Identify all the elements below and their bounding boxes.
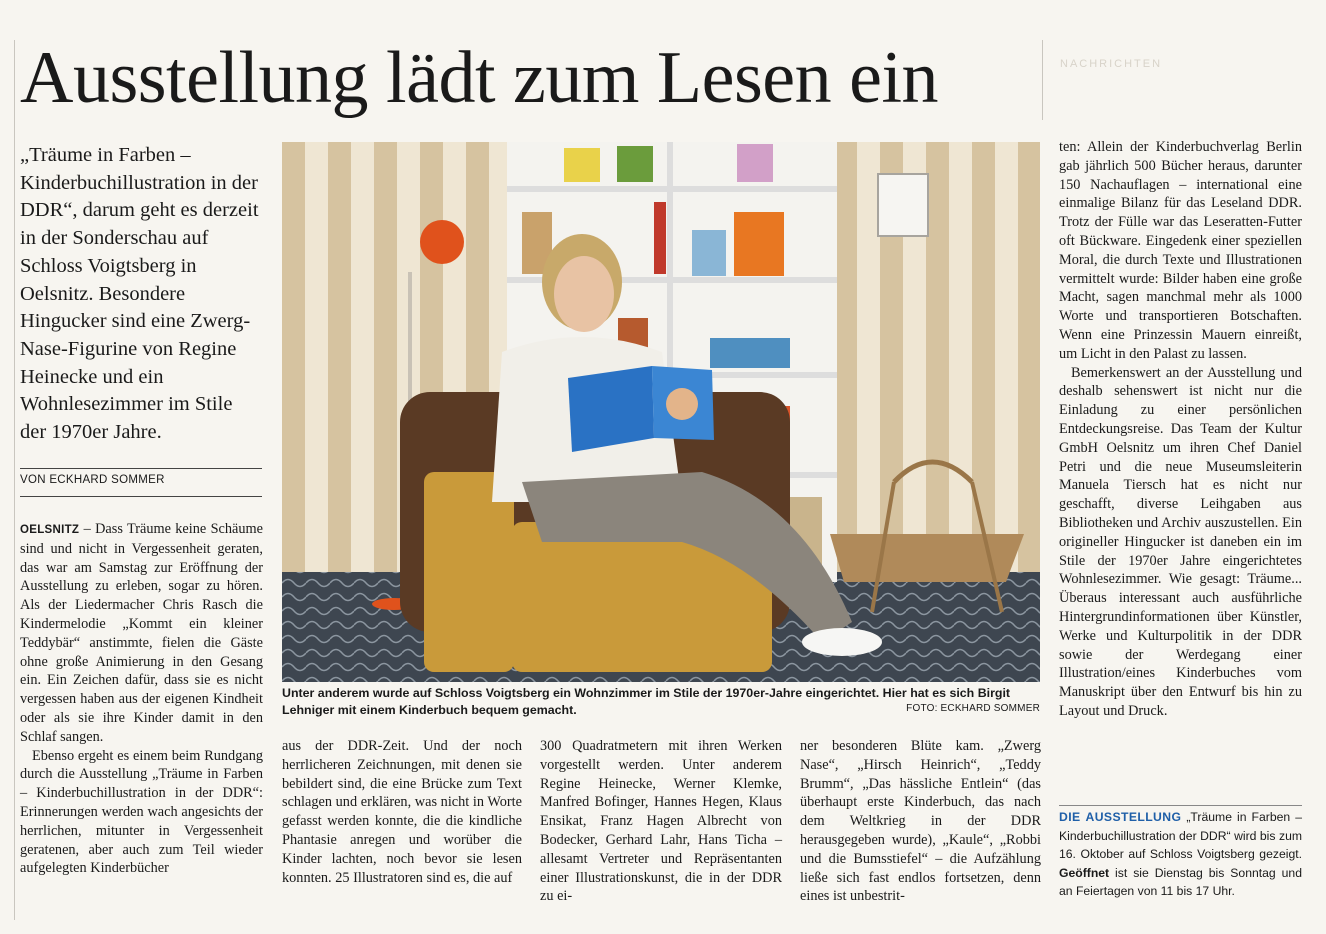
body-column-3: [540, 737, 782, 906]
paragraph: ner besonderen Blüte kam. „Zwerg Nase“, „Hirsch Heinrich“, „Teddy Brumm“, „Das hässliche Entlein“ (das überhaupt erste Kinderbuch, das nach dem Weltkrieg in der DDR herausgegeben wurde), „Kaule“, „Robbi und die Bumsstiefel“ – die Aufzählung ließe sich fast endlos fortsetzen, denn eines ist unbestrit-: [800, 738, 1041, 905]
paragraph: [20, 520, 263, 747]
paragraph: Ebenso ergeht es einem beim Rundgang durch die Ausstellung „Träume in Farben – Kinderbuchillustration in der DDR“: Erinnerungen werden wach angesichts der herrlichen, mitunter in Vergessenheit geratenen, aber auch zum Teil wieder aufgelegten Kinderbücher: [20, 747, 263, 877]
photo-credit: FOTO: ECKHARD SOMMER: [906, 703, 1040, 714]
infobox-text: „Träume in Farben – Kinderbuchillustration der DDR“ wird bis zum 16. Oktober auf Schloss Voigtsberg gezeigt.: [1059, 810, 1302, 862]
paragraph: 300 Quadratmetern mit ihren Werken vorgestellt werden. Unter anderem Regine Heinecke, Werner Klemke, Manfred Bofinger, Hannes Hegen, Klaus Ensikat, Franz Hagen Albrecht von Bodecker, Gerhard Lahr, Hans Ticha – allesamt Vertreter und Repräsentanten einer Illustrationskunst, die in der DDR zu ei-: [540, 738, 782, 905]
byline-rule-bottom: [20, 496, 262, 497]
dateline: OELSNITZ: [20, 524, 80, 536]
article-photo: [282, 142, 1040, 682]
photo-caption: Unter anderem wurde auf Schloss Voigtsberg ein Wohnzimmer im Stile der 1970er-Jahre eingerichtet. Hier hat es sich Birgit Lehniger mit einem Kinderbuch bequem gemacht.: [282, 686, 1011, 717]
paragraph: Bemerkenswert an der Ausstellung und deshalb sehenswert ist nicht nur die Einladung zu einer persönlichen Entdeckungsreise. Das Team der Kultur GmbH Oelsnitz um ihren Chef Daniel Petri und die neue Museumsleiterin Manuela Tiersch hat es nicht nur geschafft, diverse Leihgaben aus Bibliotheken und Archiv auszustellen. Ein origineller Hingucker ist daneben ein im Stile der 1970er Jahre eingerichtetes Wohnlesezimmer. Wie gesagt: Träume... Überaus interessant auch ausführliche Hintergrundinformationen über Künstler, Werke und Kulturpolitik in der DDR sowie der Werdegang einer Illustration/eines Kinderbuches vom Manuskript über den Entwurf bis hin zu Layout und Druck.: [1059, 364, 1302, 719]
infobox-rule: [1059, 805, 1302, 806]
paragraph-text: – Dass Träume keine Schäume sind und nicht in Vergessenheit geraten, das war am Samstag zur Eröffnung der Ausstellung zu erleben, sogar zu hören. Als der Liedermacher Chris Rasch die Kindermelodie „Kommt ein kleiner Teddybär“ anstimmte, fielen die Gäste ohne große Animierung in den Gesang ein. Ein Zeichen dafür, dass sie es nicht vergessen haben aus der eigenen Kindheit oder als sie ihre Kinder damit in den Schlaf sangen.: [20, 521, 263, 745]
column-rule-right: [1042, 40, 1043, 120]
neighbor-header-ghost: NACHRICHTEN: [1060, 58, 1163, 70]
paragraph: ten: Allein der Kinderbuchverlag Berlin gab jährlich 500 Bücher heraus, darunter 150 Nachauflagen – international eine einmalige Bilanz für das Leseland DDR. Trotz der Fülle war das Leseratten-Futter oft Bückware. Eingedenk einer speziellen Moral, die durch Texte und Illustrationen vermittelt wurde: Bilder haben eine große Macht, sagen manchmal mehr als 1000 Worte und transportieren Botschaften. Wenn eine Prinzessin Mauern einreißt, um Licht in den Palast zu lassen.: [1059, 139, 1302, 362]
byline: VON ECKHARD SOMMER: [20, 474, 165, 486]
body-column-4: [800, 737, 1041, 906]
infobox-text: ist sie Dienstag bis Sonntag und an Feiertagen von 11 bis 17 Uhr.: [1059, 865, 1302, 899]
framed-picture: [878, 174, 928, 236]
exhibition-infobox: [1059, 808, 1302, 901]
photo-illustration: [282, 142, 1040, 682]
infobox-kicker: DIE AUSSTELLUNG: [1059, 810, 1182, 824]
body-column-5: [1059, 138, 1302, 721]
page-rule-left: [14, 40, 15, 920]
paragraph: aus der DDR-Zeit. Und der noch herrlicheren Zeichnungen, mit denen sie bebildert sind, die eine Brücke zum Text schlagen und erklären, was nicht in Worte gefasst werden konnte, die die kindliche Phantasie anregen und worüber die Kinder lachten, noch bevor sie lesen konnten. 25 Illustratoren sind es, die auf: [282, 738, 522, 886]
infobox-opening-label: Geöffnet: [1059, 865, 1110, 880]
body-column-1: [20, 520, 263, 878]
body-column-2: [282, 737, 522, 887]
teaser: „Träume in Farben – Kinderbuchillustration in der DDR“, darum geht es derzeit in der Sonderschau auf Schloss Voigtsberg in Oelsnitz. Besondere Hingucker sind eine Zwerg-Nase-Figurine von Regine Heinecke und ein Wohnlesezimmer im Stile der 1970er Jahre.: [20, 144, 259, 444]
headline: Ausstellung lädt zum Lesen ein: [20, 37, 939, 119]
byline-rule-top: [20, 468, 262, 469]
childrens-book: [568, 366, 714, 452]
